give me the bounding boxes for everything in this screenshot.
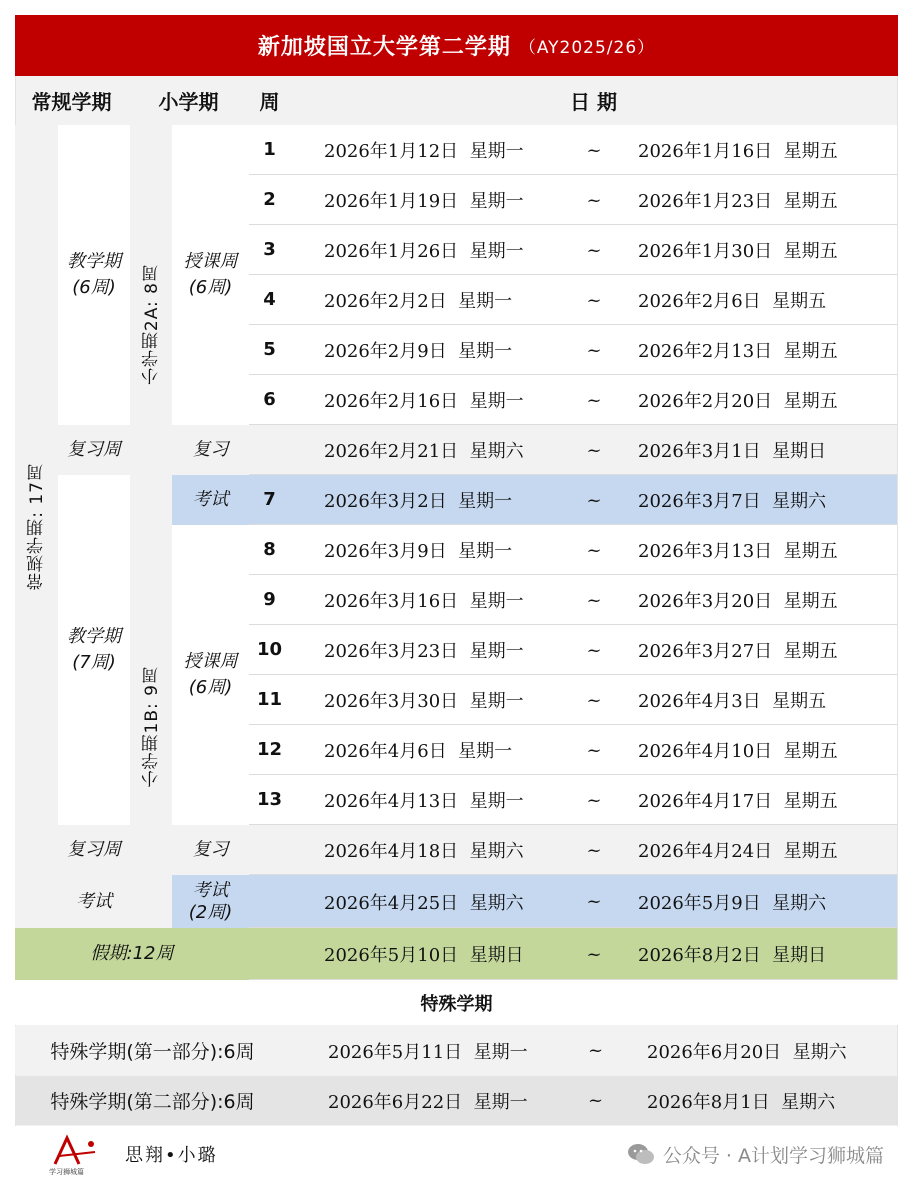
date-tilde: ~ (586, 539, 602, 561)
phase-teaching-2 (58, 475, 130, 825)
week-number: 3 (263, 239, 276, 260)
date-row (290, 425, 897, 475)
date-row (290, 725, 897, 775)
page-title: 新加坡国立大学第二学期 (257, 35, 511, 60)
academic-year: （AY2025/26） (518, 38, 656, 58)
mini-term-1b (130, 525, 172, 928)
date-end: 2026年5月9日 星期六 (638, 892, 827, 914)
week-number: 8 (263, 539, 276, 560)
date-row (290, 125, 897, 175)
date-start: 2026年3月16日 星期一 (324, 591, 524, 612)
phase-teaching-1 (58, 125, 130, 425)
date-row (290, 675, 897, 725)
mini-term-1b-label: 小学期1B: 9周 (141, 665, 162, 788)
date-row (290, 875, 897, 928)
date-end: 2026年1月23日 星期五 (638, 191, 838, 212)
regular-term-cell (15, 125, 58, 928)
date-row (290, 475, 897, 525)
week-number-cell (249, 475, 290, 525)
date-end: 2026年4月3日 星期五 (638, 691, 827, 712)
week-number-cell (249, 775, 290, 825)
date-end: 2026年1月30日 星期五 (638, 241, 838, 262)
date-tilde: ~ (586, 289, 602, 311)
week-number: 2 (263, 189, 276, 210)
date-start: 2026年3月23日 星期一 (324, 641, 524, 662)
week-number-cell (249, 625, 290, 675)
footer (15, 1126, 898, 1182)
date-start: 2026年1月26日 星期一 (324, 241, 524, 262)
subphase-review-2 (172, 825, 249, 875)
date-end: 2026年3月1日 星期日 (638, 441, 827, 462)
date-start: 2026年1月12日 星期一 (324, 141, 524, 162)
date-start: 2026年5月11日 星期一 (328, 1041, 528, 1063)
week-number-cell (249, 928, 290, 980)
subphase-exam-2-label: 考试 (2周) (188, 879, 233, 923)
subphase-review-1 (172, 425, 249, 475)
header-week: 周 (259, 90, 280, 114)
week-number-cell (249, 575, 290, 625)
wechat-account (627, 1126, 884, 1182)
date-row (290, 225, 897, 275)
date-row (290, 825, 897, 875)
phase-exam-2-label: 考试 (76, 890, 112, 912)
date-end: 2026年1月16日 星期五 (638, 141, 838, 162)
week-number-cell (249, 725, 290, 775)
date-end: 2026年3月27日 星期五 (638, 641, 838, 662)
date-tilde: ~ (586, 789, 602, 811)
date-end: 2026年2月6日 星期五 (638, 291, 827, 312)
date-start: 2026年4月25日 星期六 (324, 892, 524, 914)
date-tilde: ~ (588, 1090, 604, 1111)
title-bar (15, 15, 898, 76)
special-term-heading: 特殊学期 (15, 980, 898, 1025)
week-number: 1 (263, 139, 276, 160)
date-tilde: ~ (586, 339, 602, 361)
wechat-text: 公众号 · A计划学习狮城篇 (662, 1144, 884, 1167)
logo-icon (45, 1134, 105, 1176)
regular-term-label: 常规学期: 17周 (27, 463, 47, 590)
week-number: 13 (256, 789, 283, 810)
subphase-exam-1-label: 考试 (192, 489, 229, 510)
special-term-label: 特殊学期(第二部分):6周 (15, 1076, 290, 1125)
phase-review-2-label: 复习周 (67, 839, 121, 860)
week-number-cell (249, 275, 290, 325)
date-start: 2026年6月22日 星期一 (328, 1091, 528, 1113)
date-start: 2026年3月30日 星期一 (324, 691, 524, 712)
special-term-row (290, 1076, 897, 1125)
author: 思翔•小璐 (125, 1145, 218, 1166)
date-tilde: ~ (586, 943, 602, 965)
date-start: 2026年4月6日 星期一 (324, 741, 513, 762)
week-number-cell (249, 675, 290, 725)
week-number-cell (249, 375, 290, 425)
date-end: 2026年6月20日 星期六 (647, 1041, 847, 1063)
date-row (290, 625, 897, 675)
subphase-exam-1 (172, 475, 249, 525)
week-number: 9 (263, 589, 276, 610)
date-tilde: ~ (586, 439, 602, 461)
week-number-cell (249, 825, 290, 875)
date-tilde: ~ (586, 739, 602, 761)
date-end: 2026年3月20日 星期五 (638, 591, 838, 612)
wechat-icon (627, 1143, 655, 1165)
date-start: 2026年1月19日 星期一 (324, 191, 524, 212)
week-number-cell (249, 525, 290, 575)
special-term-label: 特殊学期(第一部分):6周 (15, 1026, 290, 1075)
week-number: 6 (263, 389, 276, 410)
date-start: 2026年2月9日 星期一 (324, 341, 513, 362)
logo-text: 学习狮城篇 (49, 1168, 84, 1176)
date-tilde: ~ (586, 239, 602, 261)
phase-teaching-1-label: 教学期 (6周) (67, 251, 121, 298)
date-row (290, 775, 897, 825)
holiday-label: 假期:12周 (90, 943, 174, 964)
date-end: 2026年4月17日 星期五 (638, 791, 838, 812)
header-regular-term: 常规学期 (31, 90, 112, 114)
subphase-lecture-1-label: 授课周 (6周) (183, 251, 238, 298)
date-start: 2026年2月16日 星期一 (324, 391, 524, 412)
subphase-review-1-label: 复习 (192, 439, 229, 460)
date-row (290, 375, 897, 425)
date-tilde: ~ (586, 189, 602, 211)
date-tilde: ~ (586, 891, 602, 912)
date-end: 2026年8月2日 星期日 (638, 945, 827, 966)
date-end: 2026年4月24日 星期五 (638, 841, 838, 862)
date-row (290, 175, 897, 225)
date-row (290, 525, 897, 575)
date-tilde: ~ (588, 1040, 604, 1061)
date-end: 2026年2月20日 星期五 (638, 391, 838, 412)
subphase-lecture-2-label: 授课周 (6周) (183, 651, 238, 698)
week-number: 5 (263, 339, 276, 360)
date-end: 2026年3月7日 星期六 (638, 491, 827, 512)
date-end: 2026年8月1日 星期六 (647, 1091, 836, 1113)
date-row (290, 928, 897, 980)
week-number-cell (249, 325, 290, 375)
date-tilde: ~ (586, 689, 602, 711)
mini-term-2a-label: 小学期2A: 8周 (141, 264, 162, 386)
date-row (290, 275, 897, 325)
date-start: 2026年5月10日 星期日 (324, 945, 524, 966)
date-end: 2026年3月13日 星期五 (638, 541, 838, 562)
phase-teaching-2-label: 教学期 (7周) (67, 626, 121, 673)
week-number-cell (249, 875, 290, 928)
week-number: 11 (256, 689, 283, 710)
week-number: 10 (256, 639, 283, 660)
subphase-lecture-2 (172, 525, 249, 825)
date-row (290, 575, 897, 625)
date-start: 2026年4月18日 星期六 (324, 841, 524, 862)
phase-review-1 (58, 425, 130, 475)
date-end: 2026年4月10日 星期五 (638, 741, 838, 762)
week-number: 7 (263, 489, 276, 510)
date-tilde: ~ (586, 489, 602, 511)
date-start: 2026年2月2日 星期一 (324, 291, 513, 312)
week-number-cell (249, 225, 290, 275)
week-number-cell (249, 175, 290, 225)
mini-term-2a (130, 125, 172, 525)
date-end: 2026年2月13日 星期五 (638, 341, 838, 362)
week-number-cell (249, 125, 290, 175)
special-term-row (290, 1026, 897, 1075)
phase-review-1-label: 复习周 (67, 439, 121, 460)
date-start: 2026年4月13日 星期一 (324, 791, 524, 812)
date-row (290, 325, 897, 375)
subphase-review-2-label: 复习 (192, 839, 229, 860)
week-number: 12 (256, 739, 283, 760)
date-start: 2026年3月2日 星期一 (324, 491, 513, 512)
subphase-lecture-1 (172, 125, 249, 425)
date-tilde: ~ (586, 639, 602, 661)
subphase-exam-2 (172, 875, 249, 928)
date-tilde: ~ (586, 839, 602, 861)
date-tilde: ~ (586, 389, 602, 411)
header-mini-term: 小学期 (158, 90, 219, 114)
holiday-label-cell (15, 928, 249, 980)
phase-exam-2 (58, 875, 130, 928)
week-number-cell (249, 425, 290, 475)
date-tilde: ~ (586, 139, 602, 161)
date-start: 2026年3月9日 星期一 (324, 541, 513, 562)
phase-review-2 (58, 825, 130, 875)
week-number: 4 (263, 289, 276, 310)
date-tilde: ~ (586, 589, 602, 611)
header-date: 日 期 (570, 90, 617, 114)
date-start: 2026年2月21日 星期六 (324, 441, 524, 462)
